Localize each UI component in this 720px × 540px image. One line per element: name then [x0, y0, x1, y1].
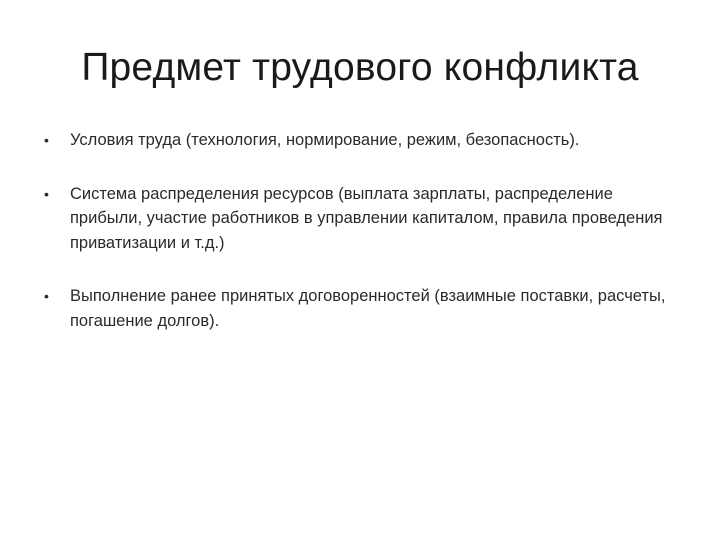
bullet-marker: •	[44, 288, 49, 304]
bullet-text: Система распределения ресурсов (выплата зарплаты, распределение прибыли, участие работников в управлении капиталом, правила проведения приватизации и т.д.)	[70, 184, 663, 252]
bullet-item	[40, 128, 680, 153]
slide-title: Предмет трудового конфликта	[81, 46, 639, 89]
bullet-marker: •	[44, 132, 49, 148]
bullet-list	[40, 128, 680, 333]
bullet-item	[40, 182, 680, 256]
bullet-marker: •	[44, 185, 49, 202]
bullet-text: Выполнение ранее принятых договоренностей (взаимные поставки, расчеты, погашение долгов).	[70, 287, 666, 330]
bullet-item	[40, 284, 680, 333]
bullet-text: Условия труда (технология, нормирование, режим, безопасность).	[70, 131, 580, 149]
